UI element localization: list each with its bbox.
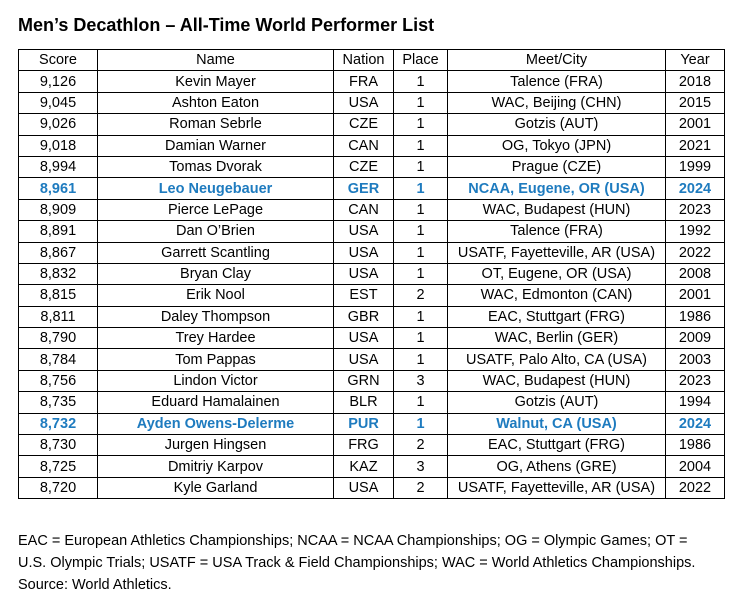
table-header-row [19, 50, 725, 71]
year-cell: 2001 [666, 114, 725, 135]
column-header-name: Name [98, 50, 334, 71]
year-cell: 2008 [666, 263, 725, 284]
name-cell: Damian Warner [98, 135, 334, 156]
place-cell: 1 [394, 135, 448, 156]
name-cell: Tom Pappas [98, 349, 334, 370]
meet-city-cell: WAC, Beijing (CHN) [448, 92, 666, 113]
score-cell: 8,730 [19, 435, 98, 456]
nation-cell: EST [334, 285, 394, 306]
nation-cell: FRG [334, 435, 394, 456]
place-cell: 3 [394, 370, 448, 391]
name-cell: Pierce LePage [98, 199, 334, 220]
score-cell: 8,994 [19, 156, 98, 177]
year-cell: 1986 [666, 435, 725, 456]
table-body [19, 71, 725, 499]
year-cell: 1992 [666, 221, 725, 242]
nation-cell: GRN [334, 370, 394, 391]
name-cell: Trey Hardee [98, 328, 334, 349]
name-cell: Dmitriy Karpov [98, 456, 334, 477]
column-header-meet-city: Meet/City [448, 50, 666, 71]
nation-cell: CZE [334, 114, 394, 135]
score-cell: 8,756 [19, 370, 98, 391]
score-cell: 8,891 [19, 221, 98, 242]
score-cell: 8,725 [19, 456, 98, 477]
score-cell: 8,815 [19, 285, 98, 306]
score-cell: 9,018 [19, 135, 98, 156]
score-cell: 8,832 [19, 263, 98, 284]
year-cell: 2001 [666, 285, 725, 306]
place-cell: 2 [394, 435, 448, 456]
place-cell: 1 [394, 156, 448, 177]
year-cell: 2018 [666, 71, 725, 92]
year-cell: 2021 [666, 135, 725, 156]
meet-city-cell: USATF, Fayetteville, AR (USA) [448, 242, 666, 263]
table-row [19, 71, 725, 92]
nation-cell: CZE [334, 156, 394, 177]
meet-city-cell: Gotzis (AUT) [448, 114, 666, 135]
name-cell: Bryan Clay [98, 263, 334, 284]
place-cell: 1 [394, 178, 448, 199]
name-cell: Lindon Victor [98, 370, 334, 391]
nation-cell: USA [334, 477, 394, 498]
nation-cell: USA [334, 328, 394, 349]
score-cell: 8,732 [19, 413, 98, 434]
year-cell: 2023 [666, 370, 725, 391]
place-cell: 1 [394, 114, 448, 135]
year-cell: 2024 [666, 413, 725, 434]
name-cell: Eduard Hamalainen [98, 392, 334, 413]
nation-cell: USA [334, 242, 394, 263]
year-cell: 1999 [666, 156, 725, 177]
meet-city-cell: USATF, Fayetteville, AR (USA) [448, 477, 666, 498]
score-cell: 8,735 [19, 392, 98, 413]
table-row [19, 135, 725, 156]
meet-city-cell: EAC, Stuttgart (FRG) [448, 306, 666, 327]
table-row [19, 349, 725, 370]
meet-city-cell: OG, Athens (GRE) [448, 456, 666, 477]
table-row [19, 435, 725, 456]
nation-cell: USA [334, 349, 394, 370]
table-row [19, 221, 725, 242]
meet-city-cell: WAC, Budapest (HUN) [448, 370, 666, 391]
meet-city-cell: Prague (CZE) [448, 156, 666, 177]
nation-cell: GBR [334, 306, 394, 327]
score-cell: 9,126 [19, 71, 98, 92]
table-row [19, 114, 725, 135]
nation-cell: PUR [334, 413, 394, 434]
page-title: Men’s Decathlon – All-Time World Performer List [18, 15, 435, 35]
place-cell: 1 [394, 392, 448, 413]
table-row [19, 392, 725, 413]
meet-city-cell: Talence (FRA) [448, 71, 666, 92]
table-row [19, 328, 725, 349]
place-cell: 3 [394, 456, 448, 477]
name-cell: Erik Nool [98, 285, 334, 306]
nation-cell: KAZ [334, 456, 394, 477]
score-cell: 8,790 [19, 328, 98, 349]
meet-city-cell: Talence (FRA) [448, 221, 666, 242]
year-cell: 2009 [666, 328, 725, 349]
table-row [19, 242, 725, 263]
nation-cell: BLR [334, 392, 394, 413]
year-cell: 2022 [666, 477, 725, 498]
footnote: EAC = European Athletics Championships; NCAA = NCAA Championships; OG = Olympic Games; OT = U.S. Olympic Trials; USATF = USA Track & Field Championships; WAC = World Athletics Championships. Source: World Athletics. [18, 533, 696, 593]
meet-city-cell: OG, Tokyo (JPN) [448, 135, 666, 156]
place-cell: 1 [394, 413, 448, 434]
nation-cell: FRA [334, 71, 394, 92]
place-cell: 2 [394, 477, 448, 498]
score-cell: 8,811 [19, 306, 98, 327]
year-cell: 1986 [666, 306, 725, 327]
name-cell: Roman Sebrle [98, 114, 334, 135]
table-row [19, 285, 725, 306]
year-cell: 1994 [666, 392, 725, 413]
place-cell: 1 [394, 221, 448, 242]
place-cell: 1 [394, 199, 448, 220]
meet-city-cell: Walnut, CA (USA) [448, 413, 666, 434]
table-row [19, 477, 725, 498]
name-cell: Jurgen Hingsen [98, 435, 334, 456]
name-cell: Tomas Dvorak [98, 156, 334, 177]
year-cell: 2022 [666, 242, 725, 263]
place-cell: 2 [394, 285, 448, 306]
table-row [19, 413, 725, 434]
score-cell: 8,909 [19, 199, 98, 220]
meet-city-cell: EAC, Stuttgart (FRG) [448, 435, 666, 456]
table-row [19, 370, 725, 391]
table-row [19, 156, 725, 177]
meet-city-cell: NCAA, Eugene, OR (USA) [448, 178, 666, 199]
nation-cell: USA [334, 92, 394, 113]
year-cell: 2023 [666, 199, 725, 220]
nation-cell: CAN [334, 135, 394, 156]
name-cell: Ayden Owens-Delerme [98, 413, 334, 434]
table-row [19, 456, 725, 477]
score-cell: 9,045 [19, 92, 98, 113]
score-cell: 8,961 [19, 178, 98, 199]
name-cell: Leo Neugebauer [98, 178, 334, 199]
column-header-place: Place [394, 50, 448, 71]
column-header-year: Year [666, 50, 725, 71]
score-cell: 8,720 [19, 477, 98, 498]
place-cell: 1 [394, 263, 448, 284]
nation-cell: CAN [334, 199, 394, 220]
table-row [19, 178, 725, 199]
score-cell: 8,867 [19, 242, 98, 263]
meet-city-cell: USATF, Palo Alto, CA (USA) [448, 349, 666, 370]
table-row [19, 306, 725, 327]
table-row [19, 92, 725, 113]
meet-city-cell: WAC, Berlin (GER) [448, 328, 666, 349]
name-cell: Daley Thompson [98, 306, 334, 327]
nation-cell: USA [334, 221, 394, 242]
name-cell: Dan O’Brien [98, 221, 334, 242]
meet-city-cell: Gotzis (AUT) [448, 392, 666, 413]
meet-city-cell: WAC, Edmonton (CAN) [448, 285, 666, 306]
meet-city-cell: WAC, Budapest (HUN) [448, 199, 666, 220]
name-cell: Kyle Garland [98, 477, 334, 498]
year-cell: 2004 [666, 456, 725, 477]
column-header-score: Score [19, 50, 98, 71]
name-cell: Garrett Scantling [98, 242, 334, 263]
place-cell: 1 [394, 71, 448, 92]
place-cell: 1 [394, 306, 448, 327]
name-cell: Kevin Mayer [98, 71, 334, 92]
place-cell: 1 [394, 242, 448, 263]
nation-cell: GER [334, 178, 394, 199]
table-row [19, 263, 725, 284]
score-cell: 9,026 [19, 114, 98, 135]
nation-cell: USA [334, 263, 394, 284]
score-cell: 8,784 [19, 349, 98, 370]
place-cell: 1 [394, 328, 448, 349]
table-row [19, 199, 725, 220]
year-cell: 2003 [666, 349, 725, 370]
name-cell: Ashton Eaton [98, 92, 334, 113]
year-cell: 2024 [666, 178, 725, 199]
performer-table [18, 49, 725, 499]
meet-city-cell: OT, Eugene, OR (USA) [448, 263, 666, 284]
place-cell: 1 [394, 92, 448, 113]
place-cell: 1 [394, 349, 448, 370]
column-header-nation: Nation [334, 50, 394, 71]
year-cell: 2015 [666, 92, 725, 113]
